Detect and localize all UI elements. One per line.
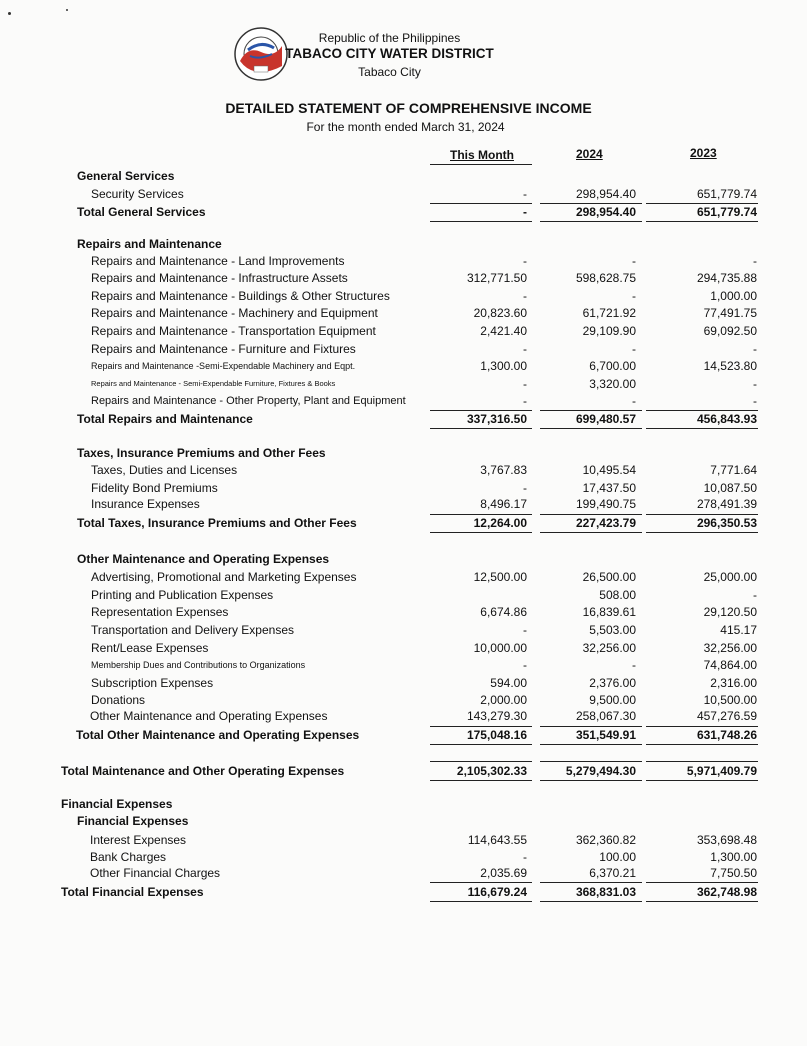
total-row: [0, 884, 807, 900]
total-rule: [430, 203, 532, 204]
row-label: Repairs and Maintenance - Land Improvements: [91, 254, 345, 268]
value-2023: 25,000.00: [703, 570, 757, 584]
value-2024: 10,495.54: [582, 463, 636, 477]
section-heading-row: [0, 236, 807, 252]
row-label: Repairs and Maintenance - Semi-Expendable Furniture, Fixtures & Books: [91, 379, 336, 388]
value-2023: 14,523.80: [703, 359, 757, 373]
total-row: [0, 411, 807, 427]
statement-period: For the month ended March 31, 2024: [306, 120, 505, 134]
value-2023: 32,256.00: [703, 641, 757, 655]
total-rule: [540, 532, 642, 533]
total-rule: [430, 882, 532, 883]
line-item-row: [0, 341, 807, 357]
value-2023: 77,491.75: [703, 306, 757, 320]
value-2023: 7,771.64: [710, 463, 757, 477]
value-2023: 651,779.74: [696, 205, 757, 219]
value-2023: 362,748.98: [696, 885, 757, 899]
value-2023: 1,300.00: [710, 850, 757, 864]
value-2023: -: [753, 377, 757, 391]
total-rule: [540, 514, 642, 515]
value-this-month: 594.00: [490, 676, 527, 690]
line-item-row: [0, 692, 807, 708]
value-this-month: -: [523, 254, 527, 268]
value-this-month: -: [523, 658, 527, 672]
total-rule: [540, 761, 642, 762]
value-this-month: -: [523, 394, 527, 408]
line-item-row: [0, 462, 807, 478]
row-label: Repairs and Maintenance - Machinery and Equipment: [91, 306, 378, 320]
total-rule: [646, 203, 758, 204]
value-2024: 5,279,494.30: [565, 764, 636, 778]
value-2024: 26,500.00: [582, 570, 636, 584]
value-2023: 69,092.50: [703, 324, 757, 338]
total-rule: [646, 514, 758, 515]
statement-title: DETAILED STATEMENT OF COMPREHENSIVE INCOME: [225, 100, 592, 116]
total-row: [0, 763, 807, 779]
line-item-row: [0, 657, 807, 673]
line-item-row: [0, 587, 807, 603]
line-item-row: [0, 186, 807, 202]
value-2024: 368,831.03: [575, 885, 636, 899]
value-2023: 457,276.59: [696, 709, 757, 723]
value-2024: 6,700.00: [589, 359, 636, 373]
value-2024: 9,500.00: [589, 693, 636, 707]
value-2024: 199,490.75: [575, 497, 636, 511]
row-label: General Services: [77, 169, 175, 183]
section-heading-row: [0, 168, 807, 184]
value-2024: 298,954.40: [575, 205, 636, 219]
total-rule: [540, 744, 642, 745]
value-2023: -: [753, 254, 757, 268]
row-label: Advertising, Promotional and Marketing Expenses: [91, 570, 357, 584]
row-label: Taxes, Duties and Licenses: [91, 463, 238, 477]
row-label: Repairs and Maintenance - Furniture and Fixtures: [91, 342, 356, 356]
row-label: Total Taxes, Insurance Premiums and Other Fees: [77, 516, 357, 530]
total-rule: [646, 744, 758, 745]
value-2023: 10,500.00: [703, 693, 757, 707]
value-this-month: 2,035.69: [480, 866, 527, 880]
value-2024: 508.00: [599, 588, 636, 602]
value-this-month: 337,316.50: [466, 412, 527, 426]
row-label: Financial Expenses: [61, 797, 173, 811]
total-rule: [540, 901, 642, 902]
value-2024: 258,067.30: [575, 709, 636, 723]
total-rule: [646, 428, 758, 429]
value-2023: 5,971,409.79: [686, 764, 757, 778]
value-2024: -: [632, 289, 636, 303]
value-this-month: -: [523, 850, 527, 864]
row-label: Fidelity Bond Premiums: [91, 481, 218, 495]
value-2023: 353,698.48: [696, 833, 757, 847]
value-2023: 456,843.93: [696, 412, 757, 426]
value-this-month: 6,674.86: [480, 605, 527, 619]
value-2024: 362,360.82: [575, 833, 636, 847]
total-rule: [540, 410, 642, 411]
line-item-row: [0, 640, 807, 656]
value-this-month: 114,643.55: [467, 833, 527, 847]
row-label: Repairs and Maintenance - Buildings & Other Structures: [91, 289, 390, 303]
value-2024: -: [632, 394, 636, 408]
value-2023: 631,748.26: [696, 728, 757, 742]
value-2023: 10,087.50: [703, 481, 757, 495]
value-2023: 294,735.88: [696, 271, 757, 285]
column-header-rule: [430, 164, 532, 165]
value-this-month: -: [523, 342, 527, 356]
total-rule: [540, 726, 642, 727]
row-label: Membership Dues and Contributions to Organizations: [91, 660, 306, 670]
line-item-row: [0, 305, 807, 321]
row-label: Insurance Expenses: [91, 497, 200, 511]
total-rule: [430, 532, 532, 533]
total-rule: [430, 221, 532, 222]
column-header-this-month: This Month: [450, 148, 514, 162]
total-rule: [430, 428, 532, 429]
value-2024: -: [632, 342, 636, 356]
speck-mark: [66, 9, 68, 11]
value-this-month: 2,000.00: [480, 693, 527, 707]
line-item-row: [0, 323, 807, 339]
row-label: Repairs and Maintenance - Transportation Equipment: [91, 324, 376, 338]
row-label: Repairs and Maintenance -Semi-Expendable Machinery and Eqpt.: [91, 361, 356, 371]
total-rule: [540, 203, 642, 204]
section-heading-row: [0, 796, 807, 812]
speck-mark: [8, 12, 11, 15]
value-2024: 2,376.00: [589, 676, 636, 690]
value-this-month: 20,823.60: [473, 306, 527, 320]
value-2023: 278,491.39: [696, 497, 757, 511]
line-item-row: [0, 253, 807, 269]
line-item-row: [0, 358, 807, 374]
value-this-month: -: [523, 187, 527, 201]
row-label: Other Financial Charges: [90, 866, 221, 880]
value-2024: 298,954.40: [575, 187, 636, 201]
row-label: Repairs and Maintenance - Other Property, Plant and Equipment: [91, 395, 406, 407]
row-label: Repairs and Maintenance - Infrastructure Assets: [91, 271, 348, 285]
value-2024: 16,839.61: [582, 605, 636, 619]
value-2024: 227,423.79: [575, 516, 636, 530]
row-label: Taxes, Insurance Premiums and Other Fees: [77, 446, 326, 460]
total-rule: [540, 428, 642, 429]
row-label: Financial Expenses: [77, 814, 189, 828]
value-2023: 296,350.53: [696, 516, 757, 530]
value-2023: 7,750.50: [710, 866, 757, 880]
value-2023: 415.17: [720, 623, 757, 637]
line-item-row: [0, 708, 807, 724]
total-rule: [646, 761, 758, 762]
value-2023: 2,316.00: [710, 676, 757, 690]
value-this-month: 143,279.30: [466, 709, 527, 723]
row-label: Subscription Expenses: [91, 676, 214, 690]
value-2024: -: [632, 658, 636, 672]
value-2024: 32,256.00: [582, 641, 636, 655]
value-this-month: 1,300.00: [480, 359, 527, 373]
line-item-row: [0, 480, 807, 496]
total-rule: [540, 221, 642, 222]
value-this-month: 12,264.00: [473, 516, 527, 530]
value-2024: 17,437.50: [582, 481, 636, 495]
header-city: Tabaco City: [358, 65, 421, 79]
row-label: Total General Services: [77, 205, 206, 219]
total-rule: [430, 410, 532, 411]
value-2024: 598,628.75: [575, 271, 636, 285]
row-label: Total Other Maintenance and Operating Expenses: [76, 728, 360, 742]
value-this-month: 2,421.40: [480, 324, 527, 338]
row-label: Transportation and Delivery Expenses: [91, 623, 294, 637]
value-2023: 29,120.50: [703, 605, 757, 619]
header-country: Republic of the Philippines: [318, 31, 461, 45]
total-rule: [646, 532, 758, 533]
value-2023: 74,864.00: [703, 658, 757, 672]
value-this-month: 3,767.83: [480, 463, 527, 477]
total-row: [0, 515, 807, 531]
total-row: [0, 204, 807, 220]
value-2024: 351,549.91: [575, 728, 636, 742]
total-rule: [646, 726, 758, 727]
value-this-month: 116,679.24: [467, 885, 527, 899]
value-2024: 100.00: [599, 850, 636, 864]
column-header-2023: 2023: [690, 146, 717, 160]
value-2024: 61,721.92: [582, 306, 636, 320]
total-rule: [540, 882, 642, 883]
value-this-month: 12,500.00: [473, 570, 527, 584]
value-this-month: 175,048.16: [466, 728, 527, 742]
row-label: Representation Expenses: [91, 605, 229, 619]
value-this-month: -: [523, 377, 527, 391]
row-label: Printing and Publication Expenses: [91, 588, 274, 602]
value-2024: 3,320.00: [589, 377, 636, 391]
row-label: Total Financial Expenses: [61, 885, 204, 899]
value-this-month: -: [523, 205, 527, 219]
section-heading-row: [0, 445, 807, 461]
value-2024: 29,109.90: [582, 324, 636, 338]
total-rule: [430, 780, 532, 781]
section-heading-row: [0, 551, 807, 567]
value-this-month: 10,000.00: [473, 641, 527, 655]
total-rule: [646, 410, 758, 411]
value-this-month: 8,496.17: [480, 497, 527, 511]
total-rule: [430, 744, 532, 745]
row-label: Rent/Lease Expenses: [91, 641, 209, 655]
row-label: Security Services: [91, 187, 184, 201]
line-item-row: [0, 865, 807, 881]
row-label: Interest Expenses: [90, 833, 187, 847]
total-rule: [430, 726, 532, 727]
value-this-month: 312,771.50: [466, 271, 527, 285]
total-rule: [646, 221, 758, 222]
value-2023: -: [753, 342, 757, 356]
total-rule: [430, 514, 532, 515]
line-item-row: [0, 393, 807, 409]
value-this-month: 2,105,302.33: [456, 764, 527, 778]
value-2023: -: [753, 394, 757, 408]
row-label: Other Maintenance and Operating Expenses: [90, 709, 328, 723]
value-2024: 6,370.21: [589, 866, 636, 880]
column-header-2024: 2024: [576, 147, 603, 161]
line-item-row: [0, 376, 807, 392]
total-rule: [646, 780, 758, 781]
total-rule: [540, 780, 642, 781]
value-this-month: -: [523, 481, 527, 495]
row-label: Bank Charges: [90, 850, 167, 864]
row-label: Donations: [91, 693, 146, 707]
total-rule: [430, 901, 532, 902]
row-label: Total Maintenance and Other Operating Expenses: [61, 764, 345, 778]
value-2024: 699,480.57: [575, 412, 636, 426]
total-rule: [646, 901, 758, 902]
line-item-row: [0, 270, 807, 286]
line-item-row: [0, 675, 807, 691]
total-rule: [646, 882, 758, 883]
total-row: [0, 727, 807, 743]
value-2024: -: [632, 254, 636, 268]
value-2023: 1,000.00: [710, 289, 757, 303]
row-label: Total Repairs and Maintenance: [77, 412, 253, 426]
line-item-row: [0, 604, 807, 620]
row-label: Other Maintenance and Operating Expenses: [77, 552, 330, 566]
line-item-row: [0, 496, 807, 512]
value-this-month: -: [523, 289, 527, 303]
value-2024: 5,503.00: [589, 623, 636, 637]
line-item-row: [0, 288, 807, 304]
value-this-month: -: [523, 623, 527, 637]
line-item-row: [0, 849, 807, 865]
line-item-row: [0, 569, 807, 585]
value-2023: 651,779.74: [696, 187, 757, 201]
section-heading-row: [0, 813, 807, 829]
header-organization: TABACO CITY WATER DISTRICT: [285, 46, 494, 61]
value-2023: -: [753, 588, 757, 602]
line-item-row: [0, 622, 807, 638]
row-label: Repairs and Maintenance: [77, 237, 222, 251]
total-rule: [430, 761, 532, 762]
line-item-row: [0, 832, 807, 848]
